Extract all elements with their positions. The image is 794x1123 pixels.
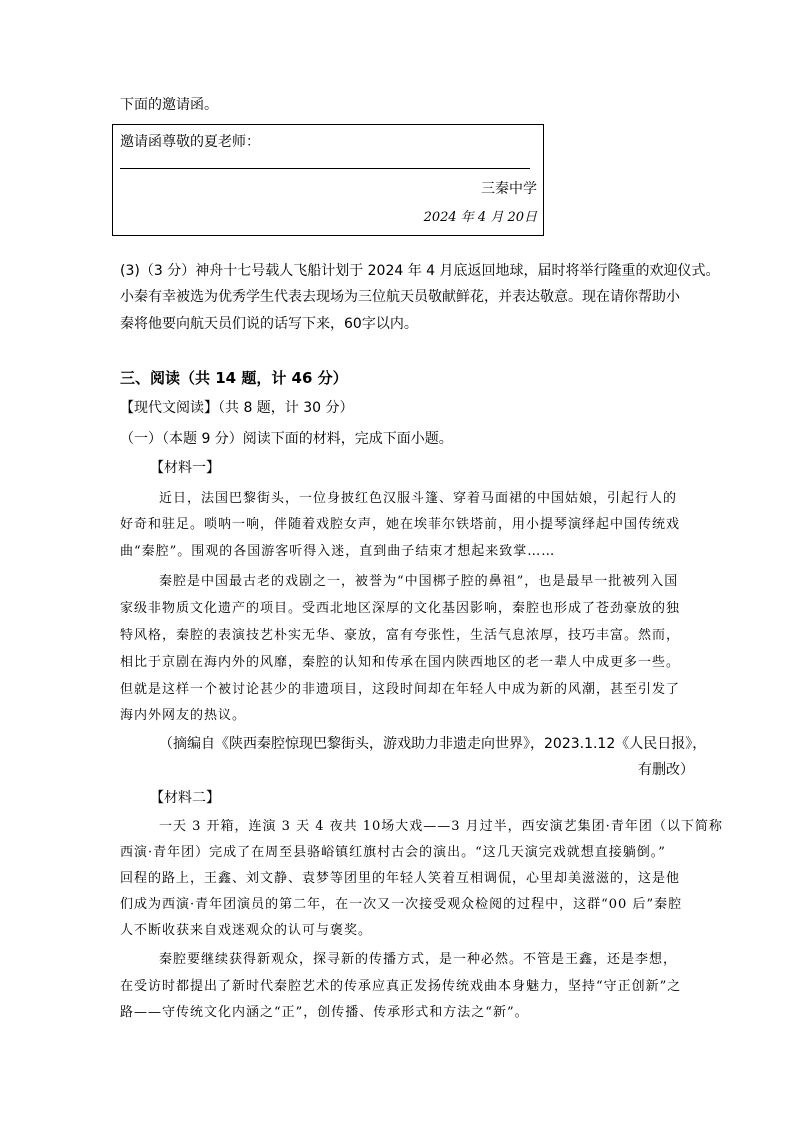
material2-line: 路——守传统文化内涵之“正”，创传播、传承形式和方法之“新”。 (120, 1005, 529, 1020)
material1-line: 曲“秦腔”。围观的各国游客听得入迷，直到曲子结束才想起来致掌…… (120, 544, 556, 559)
material2-line: 秦腔要继续获得新观众，探寻新的传播方式，是一种必然。不管是王鑫，还是李想， (159, 952, 678, 967)
material1-line: 海内外网友的热议。 (120, 708, 247, 723)
material1-line: 相比于京剧在海内外的风靡，秦腔的认知和传承在国内陕西地区的老一辈人中成更多一些。 (120, 655, 681, 670)
section-subtitle: 【现代文阅读】（共 8 题，计 30 分） (120, 400, 354, 416)
section-title: 三、阅读（共 14 题，计 46 分） (120, 369, 348, 387)
material2-line: 西演·青年团）完成了在周至县骆峪镇红旗村古会的演出。“这几天演完戏就想直接躺倒。” (120, 845, 666, 860)
question3-line2: 小秦有幸被选为优秀学生代表去现场为三位航天员敬献鲜花，并表达敬意。现在请你帮助小 (120, 289, 680, 305)
material1-source-end: 有删改） (638, 762, 694, 778)
material2-line: 回程的路上，王鑫、刘文静、袁梦等团里的年轻人笑着互相调侃，心里却美滋滋的，这是他 (120, 871, 681, 886)
material1-line: 秦腔是中国最古老的戏剧之一，被誉为“中国梆子腔的鼻祖”，也是最早一批被列入国 (159, 574, 679, 589)
material2-line: 们成为西演·青年团演员的第二年，在一次又一次接受观众检阅的过程中，这群“00 后”秦腔 (120, 897, 683, 912)
material1-line: 家级非物质文化遗产的项目。受西北地区深厚的文化基因影响，秦腔也形成了苍劲豪放的独 (120, 601, 681, 616)
writing-line (120, 168, 530, 169)
material2-line: 在受访时都提出了新时代秦腔艺术的传承应真正发扬传统戏曲本身魅力，坚持“守正创新”之 (120, 979, 682, 994)
part1-instruction: （一）（本题 9 分）阅读下面的材料，完成下面小题。 (120, 431, 453, 447)
material1-line: 近日，法国巴黎街头，一位身披红色汉服斗篷、穿着马面裙的中国姑娘，引起行人的 (159, 491, 678, 506)
invitation-signature: 三秦中学 (481, 181, 537, 197)
intro-line: 下面的邀请函。 (120, 97, 218, 113)
question3-line1: (3)（3 分）神舟十七号载人飞船计划于 2024 年 4 月底返回地球，届时将举行隆重的欢迎仪式。 (120, 263, 720, 279)
material1-line: 好奇和驻足。唢呐一响，伴随着戏腔女声，她在埃菲尔铁塔前，用小提琴演绎起中国传统戏 (120, 517, 681, 532)
invitation-date: 2024 年 4 月 20日 (423, 210, 537, 225)
material2-line: 一天 3 开箱，连演 3 天 4 夜共 10场大戏——3 月过半，西安演艺集团·青年团（以下简称 (159, 819, 723, 834)
invitation-salutation: 邀请函尊敬的夏老师： (120, 134, 260, 150)
material1-line: 特风格，秦腔的表演技艺朴实无华、豪放，富有夸张性，生活气息浓厚，技巧丰富。然而， (120, 628, 681, 643)
material1-label: 【材料一】 (150, 460, 220, 476)
material1-line: 但就是这样一个被讨论甚少的非遗项目，这段时间却在年轻人中成为新的风潮，甚至引发了 (120, 682, 681, 697)
material2-line: 人不断收获来自戏迷观众的认可与褒奖。 (120, 923, 373, 938)
material2-label: 【材料二】 (150, 790, 220, 806)
material1-source: （摘编自《陕西秦腔惊现巴黎街头，游戏助力非遗走向世界》，2023.1.12《人民日报》， (159, 736, 707, 752)
question3-line3: 秦将他要向航天员们说的话写下来，60字以内。 (120, 316, 418, 332)
